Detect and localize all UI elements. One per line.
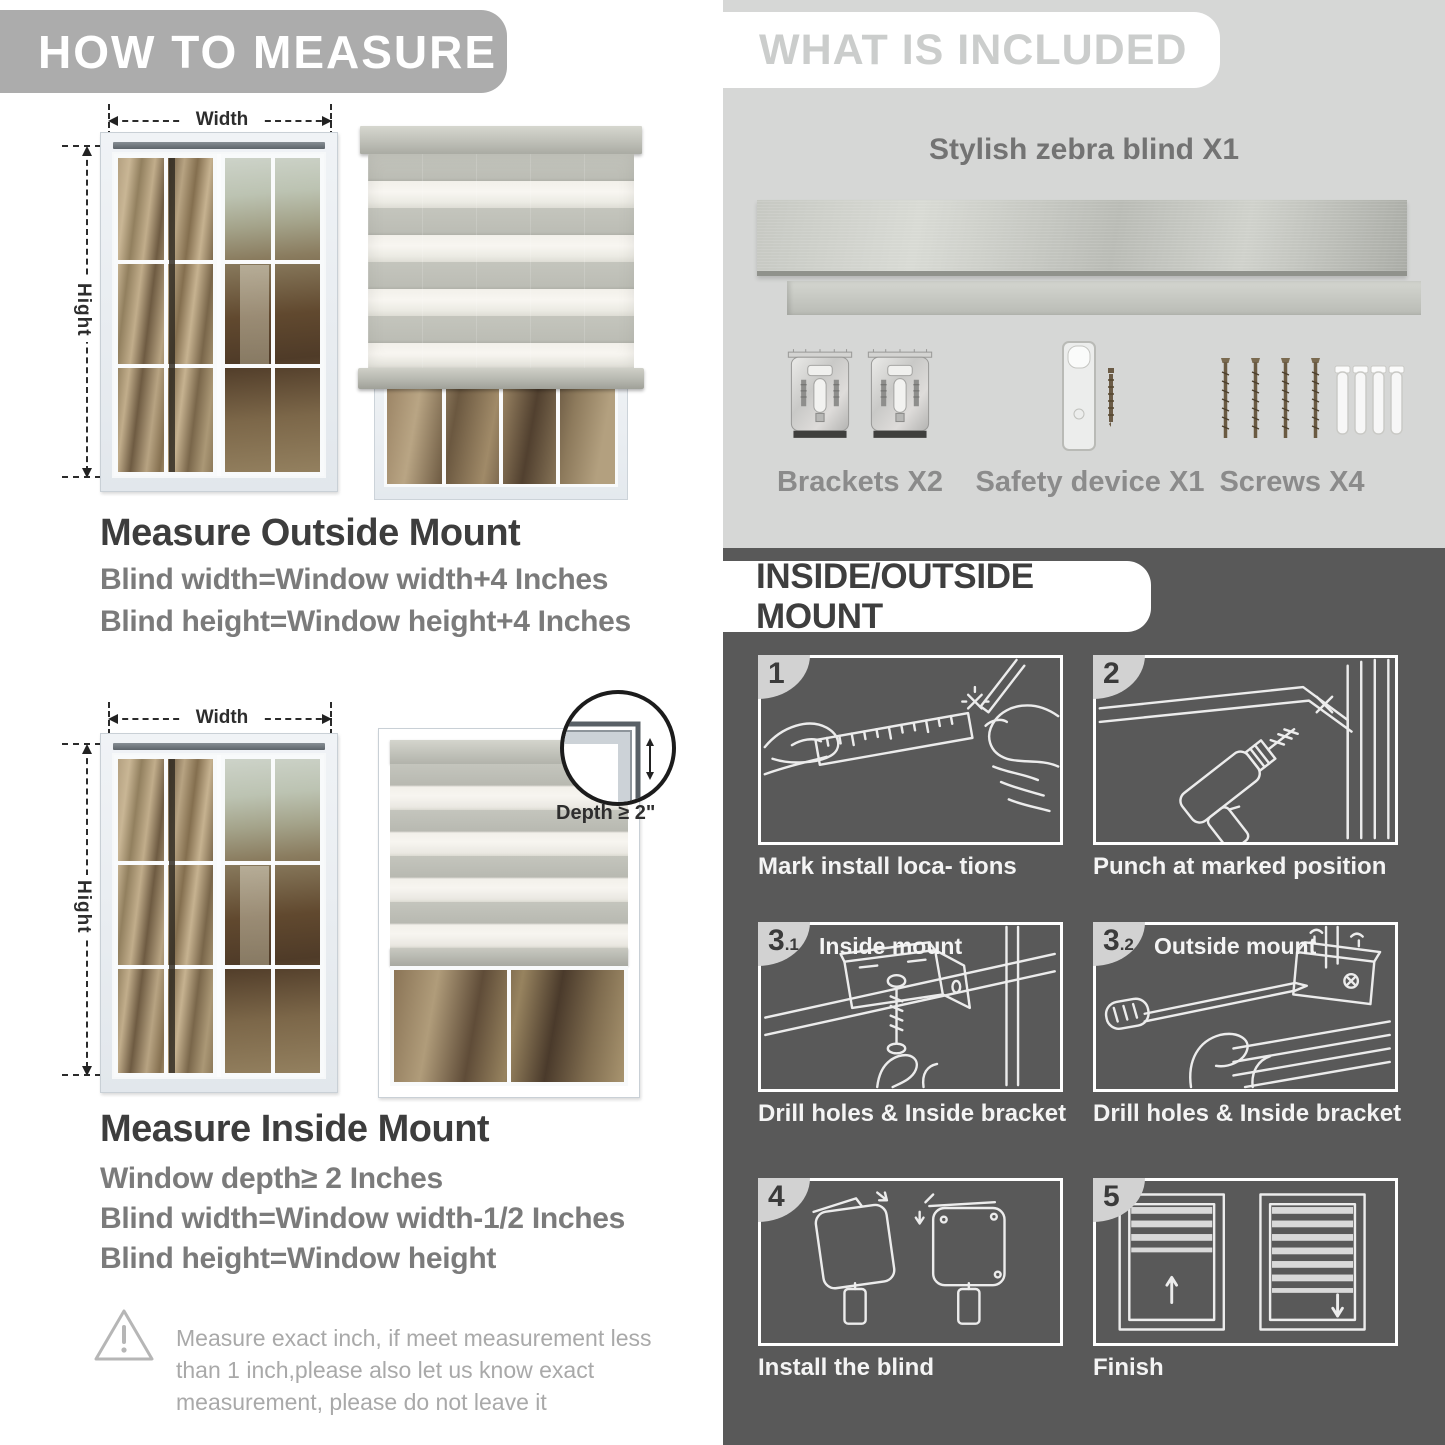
step-4-image — [758, 1178, 1063, 1346]
window-left-door — [114, 755, 217, 1077]
warning-triangle-icon — [92, 1306, 156, 1364]
step-number-badge: 1 — [758, 655, 810, 699]
window-photo-outside-mount — [100, 132, 338, 492]
inside-mount-line: Blind height=Window height — [100, 1242, 497, 1275]
safety-device-icon — [1059, 338, 1125, 461]
drill-position-illustration — [1096, 658, 1395, 842]
arrow-right-icon — [322, 714, 332, 724]
install-blind-illustration — [761, 1181, 1060, 1343]
window-glass — [390, 966, 628, 1086]
arrow-left-icon — [108, 116, 118, 126]
window-left-door — [114, 154, 217, 476]
depth-magnifier-icon — [560, 690, 676, 806]
arrow-up-icon — [82, 744, 92, 754]
warning-line: measurement, please do not leave it — [176, 1389, 547, 1415]
step-3-1-image — [758, 922, 1063, 1092]
component-label: Screws X4 — [1219, 466, 1365, 498]
arrow-up-icon — [82, 146, 92, 156]
bracket-icon — [785, 346, 855, 449]
blind-headrail-image — [757, 200, 1407, 276]
step-2-caption: Punch at marked position — [1093, 853, 1387, 880]
step-1-image — [758, 655, 1063, 845]
window-top-track — [113, 142, 325, 149]
height-label: Hight — [73, 278, 93, 342]
blind-cassette — [360, 126, 642, 154]
depth-label: Depth ≥ 2" — [556, 802, 656, 824]
step-5-caption: Finish — [1093, 1354, 1164, 1381]
blind-headrail-valance — [787, 281, 1421, 315]
product-label: Stylish zebra blind X1 — [928, 133, 1240, 166]
height-label: Hight — [73, 875, 93, 939]
arrow-left-icon — [108, 714, 118, 724]
step-4-caption: Install the blind — [758, 1354, 935, 1381]
measurement-warning-text — [176, 1322, 652, 1418]
step-2-image — [1093, 655, 1398, 845]
width-label: Width — [182, 109, 262, 131]
bracket-icon — [865, 346, 935, 449]
inside-mount-line: Window depth≥ 2 Inches — [100, 1162, 443, 1195]
zebra-blind-stripes — [368, 154, 634, 368]
step-3-2-caption: Drill holes & Inside bracket — [1093, 1100, 1402, 1127]
component-label: Safety device X1 — [975, 466, 1205, 498]
arrow-down-icon — [82, 468, 92, 478]
blind-bottom-rail — [390, 948, 628, 966]
outside-mount-line: Blind width=Window width+4 Inches — [100, 563, 609, 596]
what-is-included-title: WHAT IS INCLUDED — [759, 25, 1188, 74]
component-label: Brackets X2 — [776, 466, 944, 498]
outside-mount-line: Blind height=Window height+4 Inches — [100, 605, 631, 638]
outside-mount-heading: Measure Outside Mount — [100, 512, 521, 554]
step-3-1-title: Inside mount — [819, 933, 963, 959]
window-behind-blind — [374, 380, 628, 500]
window-photo-inside-mount — [100, 733, 338, 1093]
inside-mount-line: Blind width=Window width-1/2 Inches — [100, 1202, 626, 1235]
step-number-badge: 3.1 — [758, 922, 810, 966]
step-3-2-title: Outside mount — [1154, 933, 1317, 959]
mark-location-illustration — [761, 658, 1060, 842]
warning-line: than 1 inch,please also let us know exact — [176, 1357, 595, 1383]
step-number-badge: 2 — [1093, 655, 1145, 699]
width-label: Width — [182, 707, 262, 729]
step-5-image — [1093, 1178, 1398, 1346]
mount-guide-panel — [723, 548, 1445, 1445]
mount-guide-banner — [723, 556, 1151, 636]
step-3-1-caption: Drill holes & Inside bracket — [758, 1100, 1067, 1127]
how-to-measure-banner — [0, 10, 507, 93]
window-right-door — [221, 154, 324, 476]
window-top-track — [113, 743, 325, 750]
step-number-badge: 5 — [1093, 1178, 1145, 1222]
finished-blinds-illustration — [1096, 1181, 1395, 1343]
arrow-right-icon — [322, 116, 332, 126]
window-right-door — [221, 755, 324, 1077]
what-is-included-panel — [723, 0, 1445, 548]
step-3-2-image — [1093, 922, 1398, 1092]
inside-mount-heading: Measure Inside Mount — [100, 1108, 490, 1150]
screws-icon — [1205, 348, 1405, 465]
step-number-badge: 4 — [758, 1178, 810, 1222]
blind-bottom-rail — [358, 368, 644, 389]
step-1-caption: Mark install loca- tions — [758, 853, 1017, 880]
arrow-down-icon — [82, 1066, 92, 1076]
warning-line: Measure exact inch, if meet measurement less — [176, 1325, 652, 1351]
what-is-included-banner — [723, 12, 1220, 88]
step-number-badge: 3.2 — [1093, 922, 1145, 966]
how-to-measure-title: HOW TO MEASURE — [38, 25, 498, 78]
mount-guide-title: INSIDE/OUTSIDE MOUNT — [756, 556, 1034, 636]
